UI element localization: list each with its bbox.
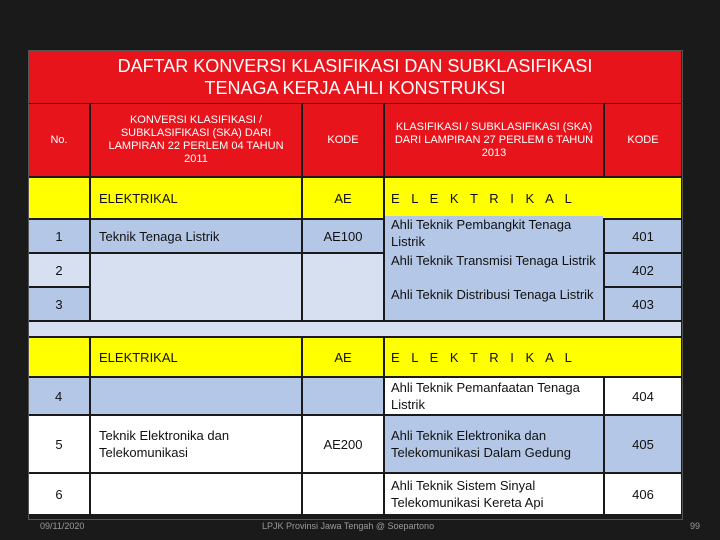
row-6-name: Ahli Teknik Sistem Sinyal Telekomunikasi Kereta Api <box>385 474 603 514</box>
row-1-kode: 401 <box>605 220 681 252</box>
footer-date: 09/11/2020 <box>40 521 85 531</box>
group-1-code: AE100 <box>303 220 383 252</box>
title-line-1: DAFTAR KONVERSI KLASIFIKASI DAN SUBKLASIFIKASI <box>117 56 593 76</box>
section-2-no-cell <box>29 338 89 376</box>
row-4-left <box>91 378 301 414</box>
section-2-right: E L E K T R I K A L <box>385 338 681 376</box>
row-2-name: Ahli Teknik Transmisi Tenaga Listrik <box>385 252 603 286</box>
section-2-code: AE <box>303 338 383 376</box>
row-1-no: 1 <box>29 220 89 252</box>
row-2-no: 2 <box>29 254 89 286</box>
row-3-kode: 403 <box>605 288 681 320</box>
row-1-name: Ahli Teknik Pembangkit Tenaga Listrik <box>385 216 603 252</box>
group-2-left: Teknik Elektronika dan Telekomunikasi <box>91 416 301 472</box>
group-2-code: AE200 <box>303 416 383 472</box>
header-kode-1: KODE <box>303 104 383 176</box>
section-1-code: AE <box>303 178 383 218</box>
section-1-left: ELEKTRIKAL <box>91 178 301 218</box>
footer-page-number: 99 <box>690 521 701 531</box>
group-2-left-fill <box>91 474 301 514</box>
spacer-row <box>29 322 681 336</box>
footer-credit: LPJK Provinsi Jawa Tengah @ Soepartono <box>262 521 435 531</box>
page-title <box>29 51 681 103</box>
header-konversi: KONVERSI KLASIFIKASI / SUBKLASIFIKASI (SKA) DARI LAMPIRAN 22 PERLEM 04 TAHUN 2011 <box>91 104 301 176</box>
row-5-no: 5 <box>29 416 89 472</box>
section-no-cell <box>29 178 89 218</box>
section-1-right: E L E K T R I K A L <box>385 178 681 218</box>
group-1-code-fill <box>303 254 383 320</box>
row-4-no: 4 <box>29 378 89 414</box>
row-4-kode: 404 <box>605 378 681 414</box>
row-5-kode: 405 <box>605 416 681 472</box>
header-no: No. <box>29 104 89 176</box>
row-4-code <box>303 378 383 414</box>
row-3-no: 3 <box>29 288 89 320</box>
group-1-left: Teknik Tenaga Listrik <box>91 220 301 252</box>
row-5-name: Ahli Teknik Elektronika dan Telekomunikasi Dalam Gedung <box>385 416 603 472</box>
row-2-kode: 402 <box>605 254 681 286</box>
row-6-no: 6 <box>29 474 89 514</box>
row-3-name: Ahli Teknik Distribusi Tenaga Listrik <box>385 286 603 320</box>
group-1-left-fill <box>91 254 301 320</box>
section-2-left: ELEKTRIKAL <box>91 338 301 376</box>
group-2-code-fill <box>303 474 383 514</box>
row-4-name: Ahli Teknik Pemanfaatan Tenaga Listrik <box>385 378 603 414</box>
header-kode-2: KODE <box>605 104 681 176</box>
title-line-2: TENAGA KERJA AHLI KONSTRUKSI <box>204 78 506 98</box>
header-klasifikasi: KLASIFIKASI / SUBKLASIFIKASI (SKA) DARI LAMPIRAN 27 PERLEM 6 TAHUN 2013 <box>385 104 603 176</box>
row-6-kode: 406 <box>605 474 681 514</box>
